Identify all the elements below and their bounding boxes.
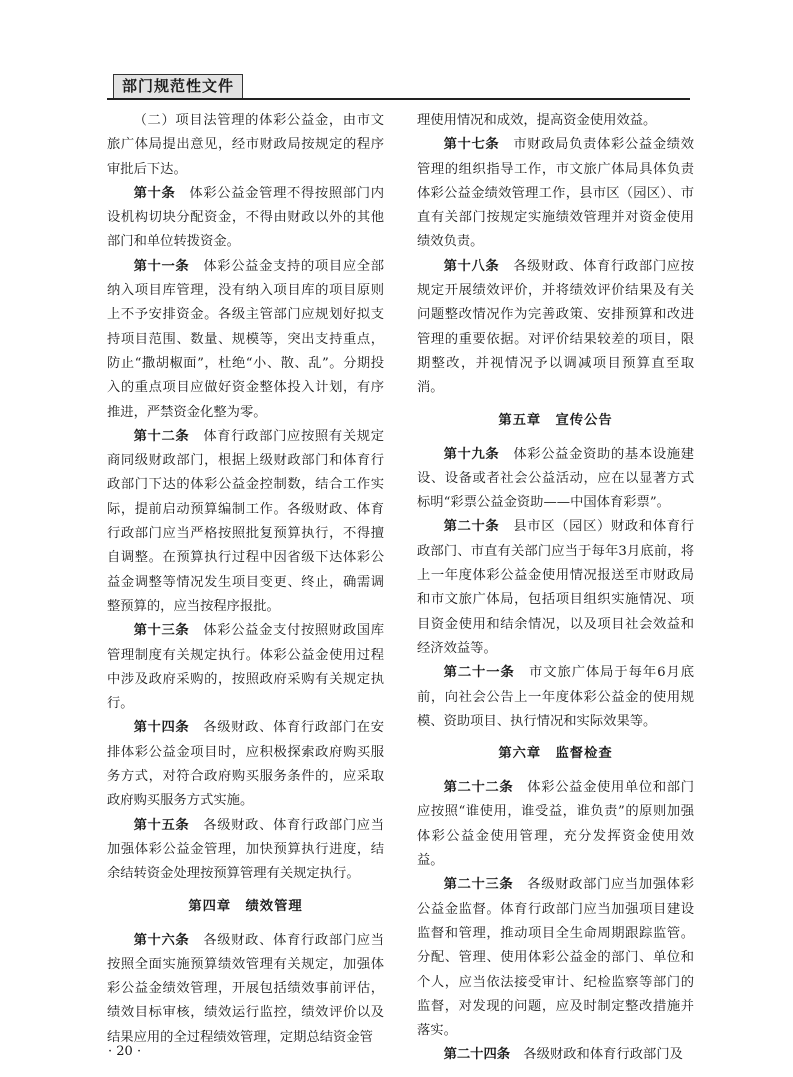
article-14 [107, 716, 384, 813]
article-11 [107, 255, 384, 425]
article-text: 各级财政和体育行政部门及 [523, 1047, 683, 1063]
paragraph-item-2: （二）项目法管理的体彩公益金，由市文旅广体局提出意见，经市财政局按规定的程序审批后下达。 [107, 113, 384, 177]
article-text: 县市区（园区）财政和体育行政部门、市直有关部门应当于每年3月底前，将上一年度体彩公益金使用情况报送至市财政局和市文旅广体局，包括项目组织实施情况、项目资金使用和结余情况，以及项目社会效益和经济效益等。 [417, 519, 695, 656]
article-label: 第十三条 [133, 623, 190, 639]
article-22 [417, 776, 694, 873]
article-label: 第十六条 [133, 932, 190, 948]
article-21 [417, 661, 694, 734]
section-tag: 部门规范性文件 [113, 74, 243, 99]
article-label: 第二十条 [443, 519, 500, 535]
article-17 [417, 133, 694, 254]
article-text: 各级财政、体育行政部门应当加强体彩公益金管理，加快预算执行进度，结余结转资金处理按预算管理有关规定执行。 [107, 817, 385, 882]
article-label: 第十五条 [133, 817, 190, 833]
article-19 [417, 443, 694, 516]
article-text: 各级财政、体育行政部门在安排体彩公益金项目时，应积极探索政府购买服务方式，对符合政府购买服务条件的，应采取政府购买服务方式实施。 [107, 720, 385, 809]
article-label: 第十七条 [443, 137, 500, 153]
article-12 [107, 425, 384, 619]
paragraph-continuation: 理使用情况和成效，提高资金使用效益。 [417, 113, 657, 128]
article-18 [417, 255, 694, 401]
article-label: 第十九条 [443, 446, 500, 462]
article-label: 第十一条 [133, 258, 190, 274]
article-label: 第十条 [133, 185, 176, 201]
chapter-5-heading: 第五章 宣传公告 [498, 412, 613, 428]
article-text: 市财政局负责体彩公益金绩效管理的组织指导工作，市文旅广体局具体负责体彩公益金绩效管理工作，县市区（园区）、市直有关部门按规定实施绩效管理并对资金使用绩效负责。 [417, 137, 695, 250]
article-text: 体彩公益金资助的基本设施建设、设备或者社会公益活动，应在以显著方式标明“彩票公益金资助——中国体育彩票”。 [417, 446, 695, 511]
article-text: 市文旅广体局于每年6月底前，向社会公告上一年度体彩公益金的使用规模、资助项目、执行情况和实际效果等。 [417, 665, 695, 729]
article-label: 第十二条 [133, 428, 190, 444]
article-text: 体彩公益金支持的项目应全部纳入项目库管理，没有纳入项目库的项目原则上不予安排资金。各级主管部门应规划好拟支持项目范围、数量、规模等，突出支持重点，防止“撒胡椒面”，杜绝“小、散、乱”。分期投入的重点项目应做好资金整体投入计划，有序推进，严禁资金化整为零。 [107, 258, 385, 420]
article-label: 第二十三条 [443, 877, 514, 893]
article-label: 第十八条 [443, 258, 500, 274]
article-text: 体彩公益金使用单位和部门应按照“谁使用，谁受益，谁负责”的原则加强体彩公益金使用管理，充分发挥资金使用效益。 [417, 780, 695, 869]
chapter-4-heading: 第四章 绩效管理 [188, 898, 303, 914]
article-10 [107, 182, 384, 255]
chapter-6-heading: 第六章 监督检查 [498, 746, 613, 762]
article-text: 各级财政、体育行政部门应当按照全面实施预算绩效管理有关规定，加强体彩公益金绩效管理，开展包括绩效事前评估，绩效目标审核，绩效运行监控，绩效评价以及结果应用的全过程绩效管理，定期总结资金管 [107, 932, 385, 1045]
article-16 [107, 929, 384, 1050]
article-label: 第十四条 [133, 720, 190, 736]
right-column [417, 109, 694, 1068]
article-13 [107, 619, 384, 716]
article-label: 第二十二条 [443, 780, 514, 796]
article-label: 第二十一条 [443, 665, 515, 681]
article-15 [107, 814, 384, 887]
article-text: 各级财政部门应当加强体彩公益金监督。体育行政部门应当加强项目建设监督和管理，推动项目全生命周期跟踪监管。分配、管理、使用体彩公益金的部门、单位和个人，应当依法接受审计、纪检监察等部门的监督，对发现的问题，应及时制定整改措施并落实。 [417, 877, 695, 1039]
page-number: · 20 · [108, 1044, 142, 1059]
article-20 [417, 515, 694, 661]
article-24 [417, 1043, 694, 1067]
header-rule [107, 98, 690, 100]
article-label: 第二十四条 [443, 1047, 511, 1063]
article-text: 体彩公益金管理不得按照部门内设机构切块分配资金，不得由财政以外的其他部门和单位转拨资金。 [107, 185, 385, 250]
left-column [107, 109, 384, 1050]
article-text: 各级财政、体育行政部门应按规定开展绩效评价，并将绩效评价结果及有关问题整改情况作为完善政策、安排预算和改进管理的重要依据。对评价结果较差的项目，限期整改，并视情况予以调减项目预算直至取消。 [417, 258, 695, 396]
article-23 [417, 873, 694, 1043]
article-text: 体育行政部门应按照有关规定商同级财政部门，根据上级财政部门和体育行政部门下达的体彩公益金控制数，结合工作实际，提前启动预算编制工作。各级财政、体育行政部门应当严格按照批复预算执行，不得擅自调整。在预算执行过程中因省级下达体彩公益金调整等情况发生项目变更、终止，确需调整预算的，应当按程序报批。 [107, 428, 385, 614]
article-text: 体彩公益金支付按照财政国库管理制度有关规定执行。体彩公益金使用过程中涉及政府采购的，按照政府采购有关规定执行。 [107, 623, 385, 712]
